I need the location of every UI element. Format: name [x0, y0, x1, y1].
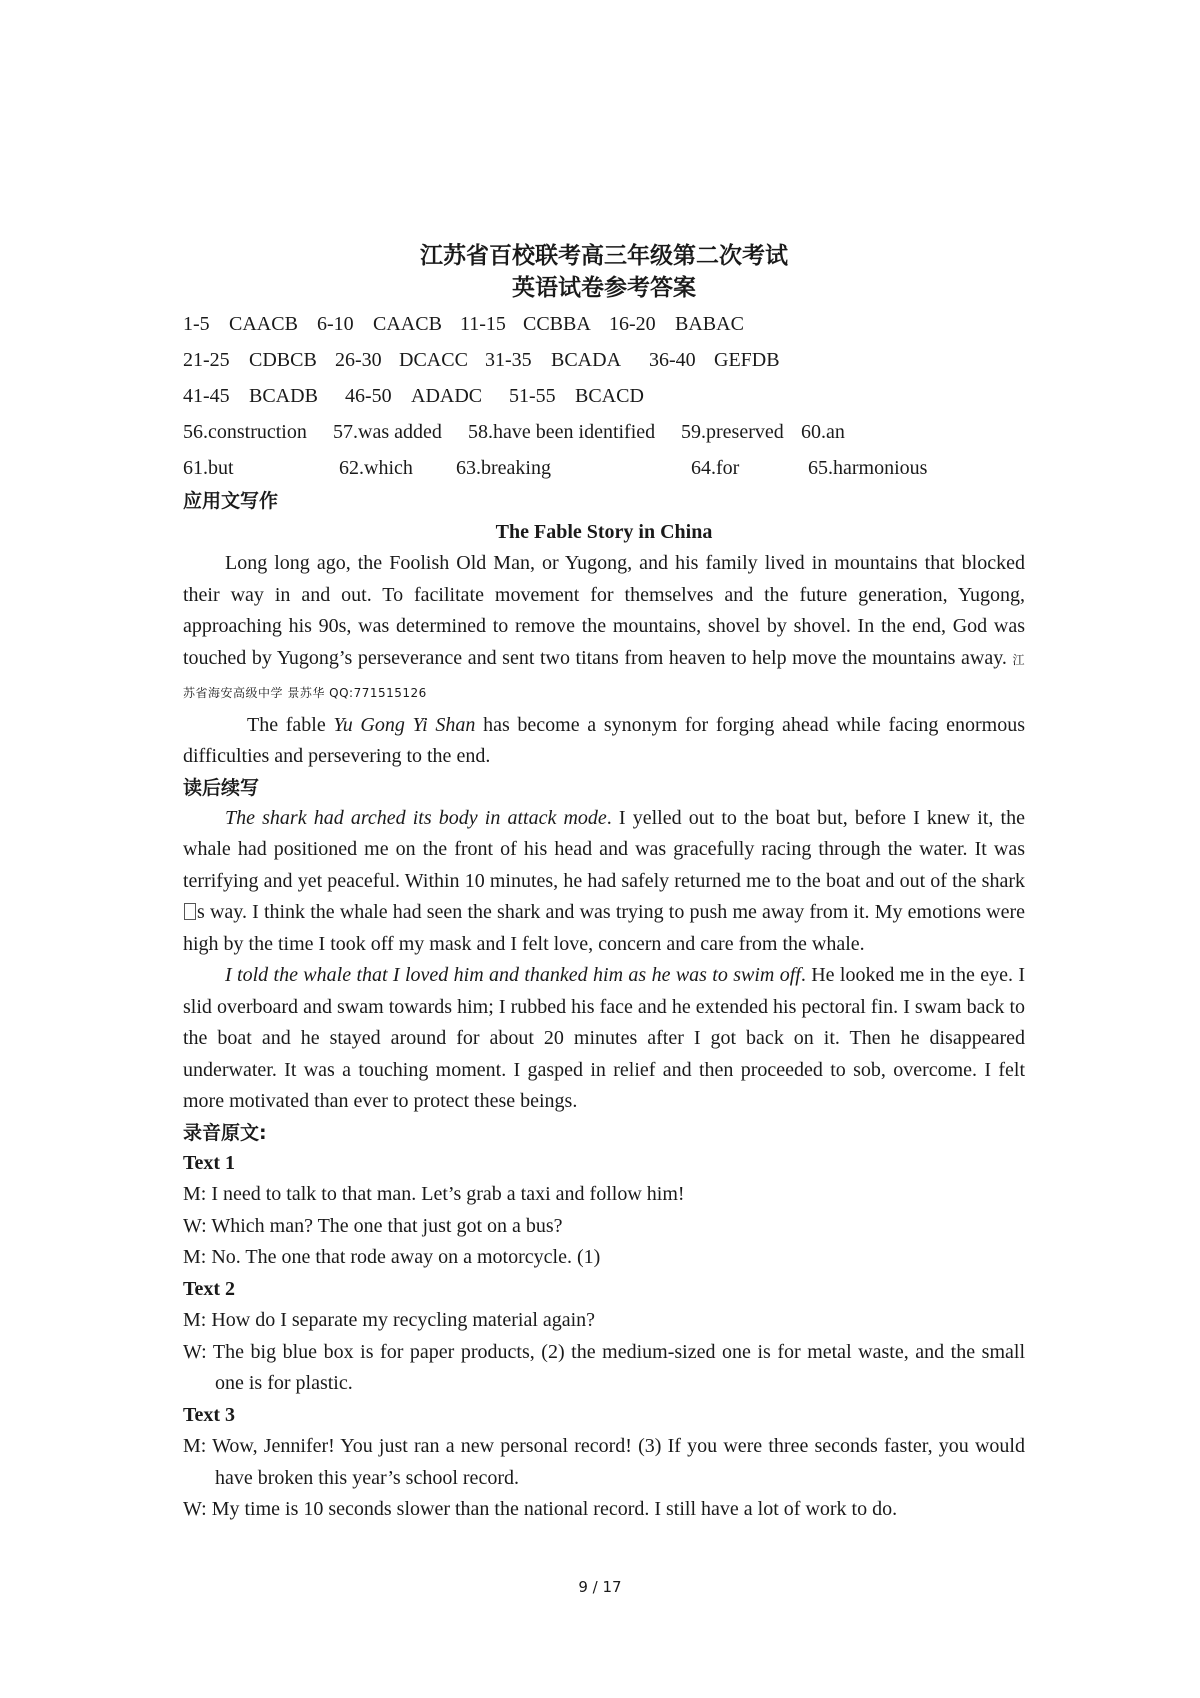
- story-paragraph: [183, 803, 1025, 961]
- answer-range: 36-40: [649, 349, 696, 371]
- fill-answer: 64.for: [691, 457, 740, 479]
- section-heading-transcript: 录音原文:: [183, 1121, 267, 1144]
- essay-text: Long long ago, the Foolish Old Man, or Yugong, and his family lived in mountains that blocked their way in and out. To facilitate movement for themselves and the future generation, Yugong, approaching his 90s, was determined to remove the mountains, shovel by shovel. In the end, God was touched by Yugong’s perseverance and sent two titans from heaven to help move the mountains away.: [183, 552, 1025, 669]
- section-heading-practical-writing: 应用文写作: [183, 490, 279, 512]
- answer-key: [183, 306, 1025, 486]
- answer-letters: DCACC: [399, 349, 468, 371]
- answer-letters: BCADB: [249, 385, 318, 407]
- dialogue-line: M: I need to talk to that man. Let’s grab a taxi and follow him!: [183, 1183, 685, 1205]
- missing-glyph-box: [184, 903, 196, 920]
- fill-answer: 58.have been identified: [468, 421, 656, 443]
- essay-text: The fable: [247, 713, 334, 736]
- fill-answer: 65.harmonious: [808, 457, 928, 479]
- story-text: s way. I think the whale had seen the shark and was trying to push me away from it. My emotions were high by the time I took off my mask and I felt love, concern and care from the whale.: [183, 901, 1025, 955]
- dialogue-line: W: Which man? The one that just got on a bus?: [183, 1214, 563, 1237]
- answer-letters: CAACB: [229, 313, 298, 335]
- answer-letters: CAACB: [373, 313, 442, 335]
- dialogue-line: W: The big blue box is for paper products, (2) the medium-sized one is for metal waste, and the small one is for plastic.: [183, 1340, 1025, 1394]
- fill-answer: 59.preserved: [681, 421, 784, 443]
- essay-title: The Fable Story in China: [495, 521, 713, 543]
- fill-answer-row: [183, 450, 1025, 486]
- answer-range: 21-25: [183, 349, 230, 371]
- answer-range: 6-10: [317, 313, 354, 335]
- answer-letters: ADADC: [411, 385, 483, 407]
- answer-range: 51-55: [509, 385, 556, 407]
- fill-answer: 57.was added: [333, 421, 442, 443]
- answer-range: 31-35: [485, 349, 532, 371]
- answer-letters: GEFDB: [714, 349, 780, 371]
- fill-answer: 63.breaking: [456, 457, 551, 479]
- fill-answer: 56.construction: [183, 421, 307, 443]
- answer-letters: BCACD: [575, 385, 644, 407]
- text-label: Text 3: [183, 1403, 236, 1426]
- essay-paragraph: [183, 710, 1025, 773]
- essay-paragraph: [183, 548, 1025, 710]
- dialogue-line: M: No. The one that rode away on a motorcycle. (1): [183, 1246, 601, 1268]
- dialogue-line: W: My time is 10 seconds slower than the national record. I still have a lot of work to do.: [183, 1498, 898, 1520]
- answer-range: 46-50: [345, 385, 392, 407]
- answer-range: 16-20: [609, 313, 656, 335]
- answer-range: 1-5: [183, 313, 210, 335]
- text-label: Text 2: [183, 1277, 236, 1300]
- answer-document: [183, 240, 1025, 1526]
- watermark-note: 江苏省海安高级中学 景苏华 QQ:771515126: [183, 652, 1025, 700]
- fill-answer: 62.which: [339, 457, 413, 479]
- dialogue-line: M: How do I separate my recycling material again?: [183, 1309, 596, 1331]
- answer-range: 41-45: [183, 385, 230, 407]
- given-sentence: The shark had arched its body in attack mode: [225, 806, 607, 829]
- answer-row: [183, 342, 1025, 378]
- fable-name: Yu Gong Yi Shan: [333, 713, 476, 736]
- fill-answer-row: [183, 414, 1025, 450]
- answer-letters: CDBCB: [249, 349, 317, 371]
- answer-range: 26-30: [335, 349, 382, 371]
- answer-letters: BABAC: [675, 313, 744, 335]
- page-number: 9 / 17: [578, 1578, 622, 1596]
- story-text: . I yelled out to the boat but, before I knew it, the whale had positioned me on the front of his head and was gracefully racing through the water. It was terrifying and yet peaceful. Within 10 minutes, he had safely returned me to the boat and out of the shark: [183, 806, 1025, 892]
- fill-answer: 60.an: [801, 421, 845, 443]
- answer-row: [183, 306, 1025, 342]
- document-title: 江苏省百校联考高三年级第二次考试: [420, 243, 788, 269]
- story-text: . He looked me in the eye. I slid overboard and swam towards him; I rubbed his face and he extended his pectoral fin. I swam back to the boat and he stayed around for about 20 minutes after I got back on it. Then he disappeared underwater. It was a touching moment. I gasped in relief and then proceeded to sob, overcome. I felt more motivated than ever to protect these beings.: [183, 964, 1026, 1112]
- answer-letters: BCADA: [551, 349, 622, 371]
- text-label: Text 1: [183, 1151, 236, 1174]
- fill-answer: 61.but: [183, 457, 234, 479]
- story-paragraph: [183, 960, 1025, 1118]
- section-heading-continuation-writing: 读后续写: [183, 776, 260, 799]
- essay-text: has become a synonym for forging ahead while facing enormous difficulties and persevering to the end.: [183, 713, 1025, 767]
- answer-row: [183, 378, 1025, 414]
- answer-range: 11-15: [460, 313, 506, 335]
- document-subtitle: 英语试卷参考答案: [512, 275, 696, 301]
- answer-letters: CCBBA: [523, 313, 591, 335]
- dialogue-line: M: Wow, Jennifer! You just ran a new personal record! (3) If you were three seconds faster, you would have broken this year’s school record.: [183, 1435, 1025, 1489]
- given-sentence: I told the whale that I loved him and thanked him as he was to swim off: [225, 964, 801, 986]
